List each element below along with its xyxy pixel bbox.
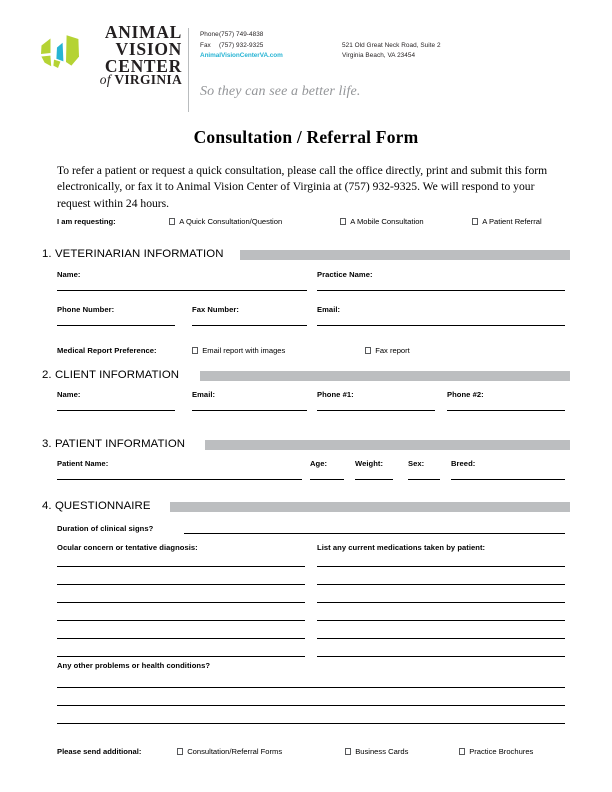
ocular-concern-line[interactable] [57, 620, 305, 621]
section-header-questionnaire [42, 500, 570, 514]
logo-line-center: CENTER [104, 55, 182, 76]
checkbox-icon[interactable] [177, 748, 183, 754]
vet-practice-name-label: Practice Name: [317, 270, 373, 279]
current-medications-line[interactable] [317, 638, 565, 639]
page-title: Consultation / Referral Form [193, 127, 419, 147]
checkbox-icon[interactable] [365, 347, 371, 353]
send-option-label: Practice Brochures [469, 747, 534, 756]
intro-paragraph: To refer a patient or request a quick consultation, please call the office directly, print and submit this form electronically, or fax it to Animal Vision Center of Virginia at (757) 932-9325. We will respond to your request within 24 hours. [57, 164, 548, 210]
request-option-label: A Quick Consultation/Question [179, 217, 283, 226]
send-additional-label: Please send additional: [57, 747, 142, 756]
send-option-referral-forms[interactable] [177, 747, 282, 756]
client-email-input[interactable] [192, 410, 307, 411]
checkbox-icon[interactable] [192, 347, 198, 353]
section-header-client [42, 369, 570, 383]
patient-name-input[interactable] [57, 479, 302, 480]
client-phone2-label: Phone #2: [447, 390, 484, 399]
current-medications-line[interactable] [317, 584, 565, 585]
section-bar [205, 440, 570, 450]
patient-weight-label: Weight: [355, 459, 384, 468]
vet-practice-name-input[interactable] [317, 290, 565, 291]
vet-name-input[interactable] [57, 290, 307, 291]
request-option-label: A Patient Referral [482, 217, 542, 226]
logo-virginia-word: VIRGINIA [114, 72, 182, 88]
vet-report-preference-label: Medical Report Preference: [57, 346, 157, 355]
section-header-patient [42, 438, 570, 452]
brand-tagline: So they can see a better life. [200, 84, 361, 99]
brand-logo [38, 22, 182, 112]
page-header [38, 22, 574, 114]
address-line-2: Virginia Beach, VA 23454 [342, 52, 416, 60]
vet-phone-label: Phone Number: [57, 305, 115, 314]
ocular-concern-line[interactable] [57, 566, 305, 567]
section-bar [200, 371, 570, 381]
logo-line-of-virginia [86, 74, 182, 87]
section-bar [170, 502, 570, 512]
logo-of-word: of [99, 72, 111, 88]
section-header-veterinarian [42, 248, 570, 262]
ocular-concern-line[interactable] [57, 602, 305, 603]
client-phone1-input[interactable] [317, 410, 435, 411]
client-name-label: Name: [57, 390, 81, 399]
address-line-1: 521 Old Great Neck Road, Suite 2 [342, 41, 441, 49]
client-email-label: Email: [192, 390, 216, 399]
send-option-label: Business Cards [355, 747, 409, 756]
duration-of-signs-input[interactable] [184, 533, 565, 534]
client-name-input[interactable] [57, 410, 175, 411]
patient-age-label: Age: [310, 459, 328, 468]
checkbox-icon[interactable] [169, 218, 175, 224]
brand-wordmark [86, 24, 182, 87]
ocular-concern-line[interactable] [57, 584, 305, 585]
checkbox-icon[interactable] [459, 748, 465, 754]
send-option-practice-brochures[interactable] [459, 747, 533, 756]
patient-age-input[interactable] [310, 479, 344, 480]
patient-breed-label: Breed: [451, 459, 476, 468]
section-bar [240, 250, 570, 260]
other-problems-label: Any other problems or health conditions? [57, 661, 211, 670]
current-medications-line[interactable] [317, 620, 565, 621]
section-title: 3. PATIENT INFORMATION [42, 438, 186, 450]
report-option-label: Fax report [375, 346, 410, 355]
fax-value: (757) 932-9325 [219, 41, 264, 49]
report-option-label: Email report with images [202, 346, 286, 355]
other-problems-line[interactable] [57, 723, 565, 724]
animal-vision-eye-leaf-mark [38, 28, 84, 74]
contact-address-column [342, 41, 542, 62]
patient-breed-input[interactable] [451, 479, 565, 480]
patient-sex-label: Sex: [408, 459, 425, 468]
current-medications-line[interactable] [317, 602, 565, 603]
patient-weight-input[interactable] [355, 479, 393, 480]
client-phone2-input[interactable] [447, 410, 565, 411]
request-option-mobile-consultation[interactable] [340, 217, 424, 226]
fax-row [200, 41, 320, 52]
header-divider [188, 28, 189, 112]
phone-value: (757) 749-4838 [219, 31, 264, 38]
other-problems-line[interactable] [57, 705, 565, 706]
contact-block [200, 30, 580, 66]
client-phone1-label: Phone #1: [317, 390, 354, 399]
logo-line-animal: ANIMAL [104, 22, 182, 42]
section-title: 2. CLIENT INFORMATION [42, 369, 180, 381]
other-problems-line[interactable] [57, 687, 565, 688]
phone-label: Phone [200, 31, 219, 38]
patient-sex-input[interactable] [408, 479, 440, 480]
checkbox-icon[interactable] [345, 748, 351, 754]
contact-phone-column [200, 30, 320, 62]
ocular-concern-line[interactable] [57, 656, 305, 657]
checkbox-icon[interactable] [340, 218, 346, 224]
section-title: 4. QUESTIONNAIRE [42, 500, 151, 512]
duration-of-signs-label: Duration of clinical signs? [57, 524, 154, 533]
send-additional-row [57, 747, 565, 759]
send-option-label: Consultation/Referral Forms [187, 747, 283, 756]
request-label: I am requesting: [57, 217, 116, 226]
logo-line-vision: VISION [115, 38, 182, 59]
report-option-fax-report[interactable] [365, 346, 410, 355]
request-type-row [57, 217, 565, 229]
ocular-concern-line[interactable] [57, 638, 305, 639]
request-option-label: A Mobile Consultation [350, 217, 424, 226]
checkbox-icon[interactable] [472, 218, 478, 224]
website-link[interactable]: AnimalVisionCenterVA.com [200, 52, 283, 60]
vet-fax-input[interactable] [192, 325, 307, 326]
current-medications-line[interactable] [317, 656, 565, 657]
fax-label: Fax [200, 41, 211, 49]
vet-fax-label: Fax Number: [192, 305, 239, 314]
vet-email-label: Email: [317, 305, 341, 314]
vet-name-label: Name: [57, 270, 81, 279]
request-option-patient-referral[interactable] [472, 217, 542, 226]
current-medications-line[interactable] [317, 566, 565, 567]
vet-email-input[interactable] [317, 325, 565, 326]
ocular-concern-label: Ocular concern or tentative diagnosis: [57, 543, 198, 552]
section-title: 1. VETERINARIAN INFORMATION [42, 248, 224, 260]
request-option-quick-consultation[interactable] [169, 217, 282, 226]
phone-row [200, 30, 320, 41]
send-option-business-cards[interactable] [345, 747, 408, 756]
vet-phone-input[interactable] [57, 325, 175, 326]
current-medications-label: List any current medications taken by patient: [317, 543, 486, 552]
report-option-email-with-images[interactable] [192, 346, 285, 355]
patient-name-label: Patient Name: [57, 459, 109, 468]
